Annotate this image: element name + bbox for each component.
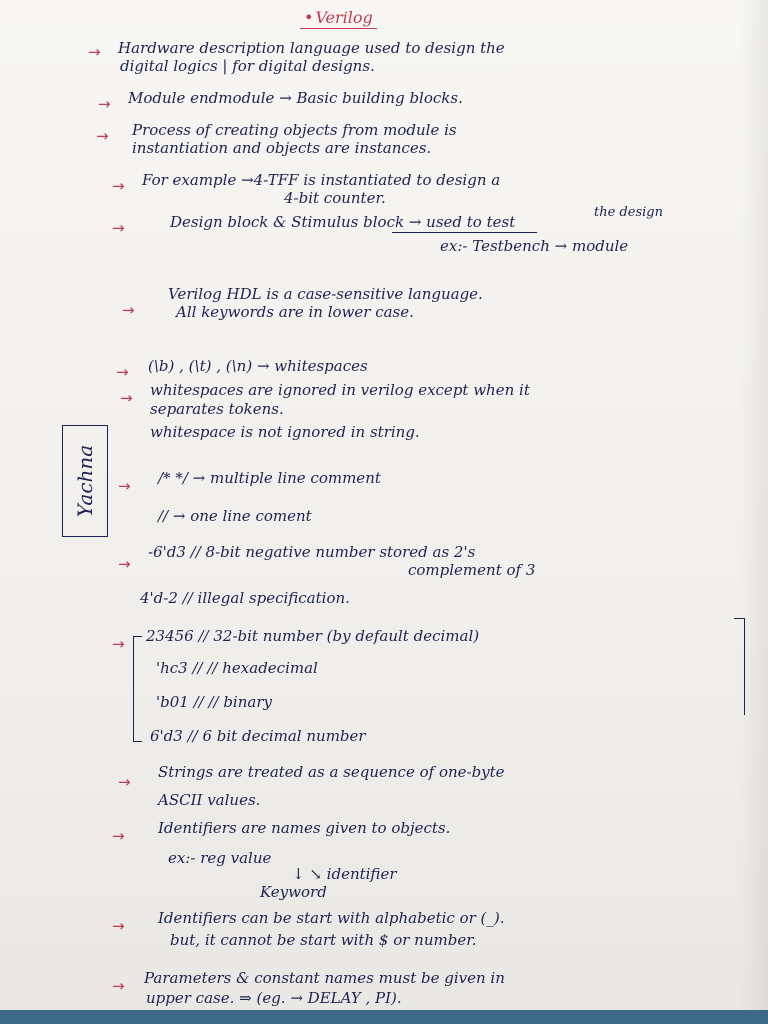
arrow-icon: → [112,219,125,237]
note-line: Process of creating objects from module is [132,121,457,139]
note-line: Parameters & constant names must be given in [144,969,505,987]
note-line: ASCII values. [158,791,261,809]
author-stamp: Yachna [62,425,108,537]
arrow-icon: → [98,95,111,113]
arrow-icon: → [88,43,101,61]
note-line: 4'd-2 // illegal specification. [140,589,350,607]
note-line: ex:- reg value [168,849,272,867]
note-line: Verilog HDL is a case-sensitive language. [168,285,483,303]
note-line: All keywords are in lower case. [176,303,414,321]
note-line: 'hc3 // // hexadecimal [156,659,318,677]
note-line: 6'd3 // 6 bit decimal number [150,727,366,745]
note-line: complement of 3 [408,561,536,579]
note-line: 4-bit counter. [284,189,386,207]
note-line: upper case. ⇒ (eg. → DELAY , PI). [146,989,402,1007]
arrow-icon: → [118,555,131,573]
arrow-icon: → [96,127,109,145]
note-line: /* */ → multiple line comment [158,469,381,487]
note-line: the design [594,205,663,220]
bracket [734,618,745,715]
note-line: ex:- Testbench → module [440,237,629,255]
arrow-icon: → [112,827,125,845]
note-line: whitespace is not ignored in string. [150,423,420,441]
arrow-icon: → [122,301,135,319]
page-title: • Verilog [300,8,377,29]
note-line: Identifiers are names given to objects. [158,819,451,837]
note-line: Strings are treated as a sequence of one-byte [158,763,505,781]
note-line: 'b01 // // binary [156,693,272,711]
arrow-icon: → [112,177,125,195]
note-line: Module endmodule → Basic building blocks. [128,89,463,107]
underline [392,232,537,233]
arrow-icon: → [112,977,125,995]
note-line: For example →4-TFF is instantiated to design a [142,171,501,189]
arrow-icon: → [112,635,125,653]
note-line: Identifiers can be start with alphabetic or (_). [158,909,505,927]
arrow-icon: → [112,917,125,935]
arrow-icon: → [116,363,129,381]
note-line: 23456 // 32-bit number (by default decimal) [146,627,480,645]
arrow-icon: → [120,389,133,407]
note-line: but, it cannot be start with $ or number. [170,931,477,949]
note-line: instantiation and objects are instances. [132,139,432,157]
note-line: whitespaces are ignored in verilog except when it [150,381,530,399]
note-line: ↓ ↘ identifier [292,865,397,883]
background-edge [0,1010,768,1024]
note-line: -6'd3 // 8-bit negative number stored as 2's [148,543,476,561]
bracket [133,636,142,742]
note-line: Hardware description language used to design the [118,39,505,57]
note-line: separates tokens. [150,400,284,418]
note-line: Design block & Stimulus block → used to test [170,213,516,231]
page-shadow [740,0,768,1024]
note-line: // → one line coment [158,507,312,525]
arrow-icon: → [118,477,131,495]
note-line: digital logics | for digital designs. [120,57,375,75]
note-line: (\b) , (\t) , (\n) → whitespaces [148,357,368,375]
arrow-icon: → [118,773,131,791]
note-line: Keyword [260,883,327,901]
